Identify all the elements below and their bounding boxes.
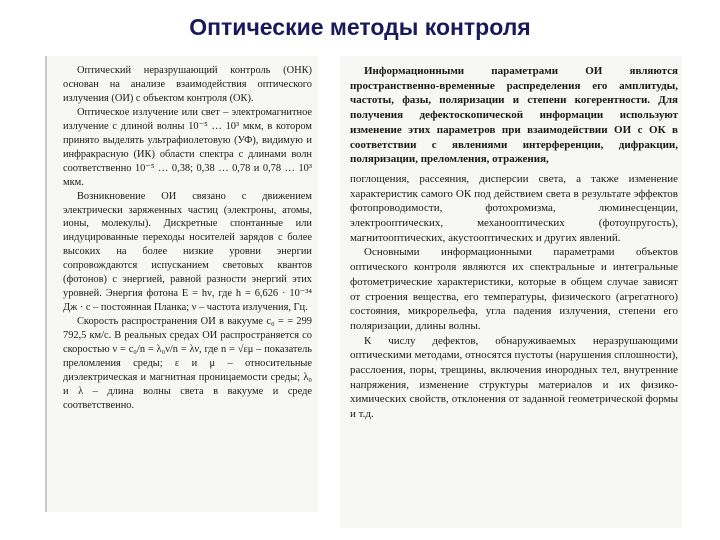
paragraph-optical-radiation: Оптическое излучение или свет – электромагнитное излучение с длиной волны 10⁻⁵ … 10³ мкм, в котором принято выделять ультрафиолетовую (УФ), видимую и инфракрасную (ИК) области спектра с длинами волн соответственно 10⁻⁵ … 0,38; 0,38 … 0,78 и 0,78 … 10³ мкм.	[63, 106, 312, 188]
paragraph-main-parameters: Основными информационными параметрами объектов оптического контроля являются их спектральные и интегральные фотометрические характеристики, которые в общем случае зависят от строения вещества, его температуры, физического (агрегатного) состояния, микрорельефа, угла падения излучения, степени его поляризации, длины волны.	[350, 246, 678, 332]
right-text-column	[340, 56, 682, 528]
left-text-column	[45, 56, 318, 512]
slide-title: Оптические методы контроля	[189, 14, 531, 40]
paragraph-info-parameters: Информационными параметрами ОИ являются пространственно-временные распределения его амплитуды, частоты, фазы, поляризации и степени когерентности. Для получения дефектоскопической информации используют изменение этих параметров при взаимодействии ОИ с ОК в соответствии с явлениями интерференции, дифракции, поляризации, преломления, отражения,	[350, 65, 678, 166]
paragraph-photon-energy: Возникновение ОИ связано с движением электрически заряженных частиц (электроны, атомы, ионы, молекулы). Дискретные спонтанные или индуцированные переходы носителей зарядов с более высоких на более низкие уровни энергии сопровождаются испусканием световых квантов (фотонов) с энергией, равной разности энергий этих уровней. Энергия фотона E = hν, где h = 6,626 · 10⁻³⁴ Дж · с – постоянная Планка; ν – частота излучения, Гц.	[63, 190, 312, 314]
paragraph-info-parameters-continued: поглощения, рассеяния, дисперсии света, а также изменение характеристик самого ОК под действием света в результате эффектов фотопроводимости, фотохромизма, люминесценции, электрооптических, механооптических (фотоупругость), магнитооптических, акустооптических и других явлений.	[350, 172, 678, 244]
paragraph-onk-definition: Оптический неразрушающий контроль (ОНК) основан на анализе взаимодействия оптического излучения (ОИ) с объектом контроля (ОК).	[63, 65, 312, 104]
paragraph-defects: К числу дефектов, обнаруживаемых неразрушающими оптическими методами, относятся пустоты (нарушения сплошности), расслоения, поры, трещины, включения инородных тел, внутренние напряжения, изменение структуры материалов и их физико-химических свойств, отклонения от заданной геометрической формы и т.д.	[350, 334, 678, 421]
paragraph-propagation-speed: Скорость распространения ОИ в вакууме c₀ = = 299 792,5 км/с. В реальных средах ОИ распространяется со скоростью ν = c₀/n = λ₀ν/n = λν, где n = √εμ – показатель преломления среды; ε и μ – относительные диэлектрическая и магнитная проницаемости среды; λ₀ и λ – длина волны света в вакууме и среде соответственно.	[63, 316, 312, 411]
